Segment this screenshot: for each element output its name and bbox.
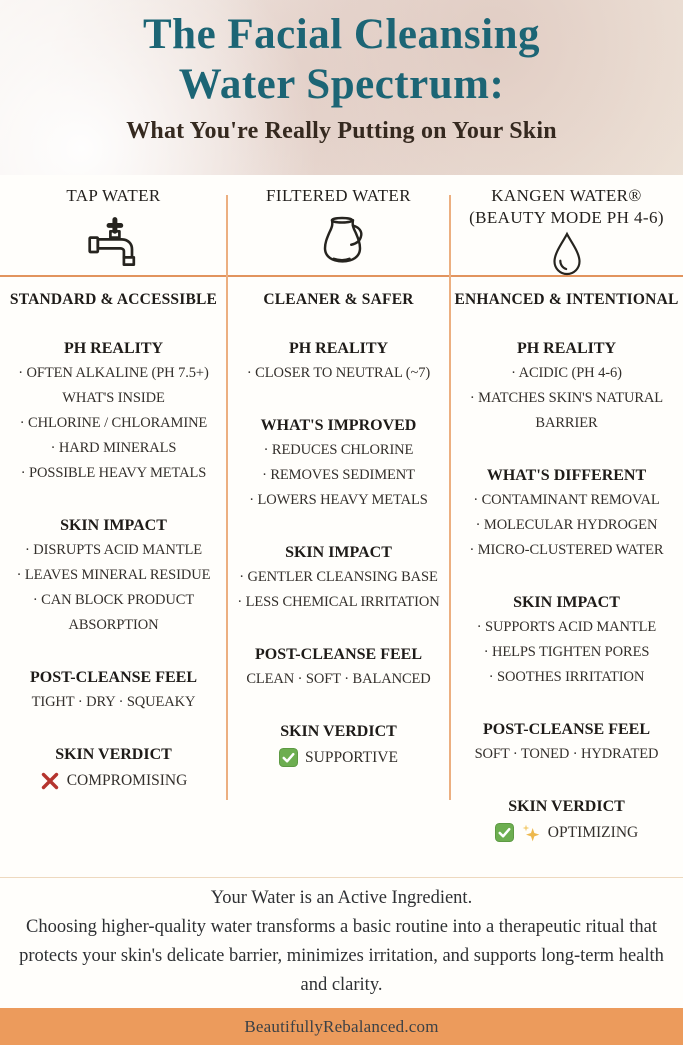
columns-body [0, 277, 683, 877]
section-heading: SKIN IMPACT [513, 594, 620, 611]
faucet-icon [85, 208, 143, 278]
sparkle-icon [521, 823, 541, 843]
section-heading: POST-CLEANSE FEEL [29, 669, 197, 686]
section [230, 642, 447, 692]
section-heading: SKIN VERDICT [508, 798, 625, 815]
drop-icon [547, 230, 587, 278]
list-item: · OFTEN ALKALINE (PH 7.5+) [18, 365, 209, 381]
list-item: · REMOVES SEDIMENT [262, 467, 415, 483]
list-item: · LESS CHEMICAL IRRITATION [237, 594, 440, 610]
website-link[interactable]: BeautifullyRebalanced.com [244, 1016, 439, 1036]
section-heading: POST-CLEANSE FEEL [254, 646, 422, 663]
section-heading: POST-CLEANSE FEEL [482, 721, 650, 738]
column-title-line: (BEAUTY MODE PH 4-6) [469, 208, 664, 228]
column-header-tap-water [0, 175, 227, 278]
list-item: · CHLORINE / CHLORAMINE [19, 415, 208, 431]
section [453, 463, 680, 563]
section [453, 794, 680, 845]
section [453, 336, 680, 436]
column-title-kangen-water [469, 185, 664, 229]
verdict-label: SUPPORTIVE [305, 749, 398, 766]
section [3, 742, 224, 793]
check-icon [495, 823, 514, 842]
column-tagline: CLEANER & SAFER [263, 291, 414, 308]
column-tap-water [0, 277, 227, 793]
column-tagline: STANDARD & ACCESSIBLE [9, 291, 218, 308]
list-item: · SUPPORTS ACID MANTLE [476, 619, 657, 635]
title-line-2: Water Spectrum: [178, 61, 505, 109]
column-header-kangen-water [450, 175, 683, 278]
verdict-row [3, 768, 224, 793]
section [230, 336, 447, 386]
column-tagline: ENHANCED & INTENTIONAL [454, 291, 679, 308]
section [3, 513, 224, 638]
list-item: · GENTLER CLEANSING BASE [239, 569, 438, 585]
list-item: · ACIDIC (PH 4-6) [511, 365, 622, 381]
section [453, 590, 680, 690]
list-item: WHAT'S INSIDE [62, 390, 165, 406]
list-item: · POSSIBLE HEAVY METALS [20, 465, 207, 481]
list-item: · CONTAMINANT REMOVAL [473, 492, 660, 508]
comparison-table [0, 175, 683, 877]
column-title-line: TAP WATER [66, 186, 161, 205]
pitcher-icon [311, 208, 367, 278]
verdict-row [453, 820, 680, 845]
list-item: · HELPS TIGHTEN PORES [483, 644, 650, 660]
x-icon [40, 771, 60, 791]
hero-header [0, 0, 683, 175]
section [230, 413, 447, 513]
summary-block [0, 878, 683, 1008]
section-heading: SKIN VERDICT [55, 746, 172, 763]
list-item: · REDUCES CHLORINE [263, 442, 414, 458]
column-title-line: FILTERED WATER [266, 186, 411, 205]
list-item: · MOLECULAR HYDROGEN [475, 517, 658, 533]
section-heading: WHAT'S DIFFERENT [486, 467, 647, 484]
verdict-label: COMPROMISING [66, 772, 188, 789]
section-heading: PH REALITY [63, 340, 164, 357]
section [3, 665, 224, 715]
list-item: · LOWERS HEAVY METALS [249, 492, 428, 508]
list-item: · MATCHES SKIN'S NATURAL BARRIER [469, 390, 664, 431]
list-item: SOFT · TONED · HYDRATED [474, 746, 659, 762]
list-item: · LEAVES MINERAL RESIDUE [16, 567, 211, 583]
section-heading: SKIN IMPACT [285, 544, 392, 561]
check-icon [279, 748, 298, 767]
verdict-row [230, 745, 447, 770]
summary-headline: Your Water is an Active Ingredient. [210, 888, 473, 908]
column-kangen-water [450, 277, 683, 845]
verdict-label: OPTIMIZING [547, 824, 639, 841]
list-item: CLEAN · SOFT · BALANCED [246, 671, 431, 687]
section [230, 719, 447, 770]
column-title-tap-water [66, 185, 160, 207]
page-title [0, 10, 683, 111]
site-bar [0, 1008, 683, 1045]
column-headers-row [0, 175, 683, 275]
section-heading: PH REALITY [288, 340, 389, 357]
list-item: · CLOSER TO NEUTRAL (~7) [246, 365, 431, 381]
title-line-1: The Facial Cleansing [142, 11, 541, 58]
column-title-line: KANGEN WATER® [491, 186, 642, 205]
section-heading: WHAT'S IMPROVED [260, 417, 417, 434]
section-heading: SKIN IMPACT [60, 517, 167, 534]
column-header-filtered-water [227, 175, 450, 278]
list-item: · SOOTHES IRRITATION [488, 669, 645, 685]
section [230, 540, 447, 615]
list-item: · MICRO-CLUSTERED WATER [469, 542, 664, 558]
page-subtitle: What You're Really Putting on Your Skin [126, 117, 557, 144]
list-item: · CAN BLOCK PRODUCT ABSORPTION [32, 592, 195, 633]
column-divider-1 [226, 195, 228, 800]
list-item: · HARD MINERALS [50, 440, 177, 456]
section [453, 717, 680, 767]
list-item: · DISRUPTS ACID MANTLE [24, 542, 203, 558]
column-divider-2 [449, 195, 451, 800]
column-title-filtered-water [266, 185, 411, 207]
column-filtered-water [227, 277, 450, 770]
section-heading: SKIN VERDICT [280, 723, 397, 740]
summary-body: Choosing higher-quality water transforms a basic routine into a therapeutic ritual that protects your skin's delicate barrier, minimizes irritation, and supports long-term health and clarity. [19, 917, 664, 995]
section-heading: PH REALITY [516, 340, 617, 357]
list-item: TIGHT · DRY · SQUEAKY [31, 694, 196, 710]
section [3, 336, 224, 486]
